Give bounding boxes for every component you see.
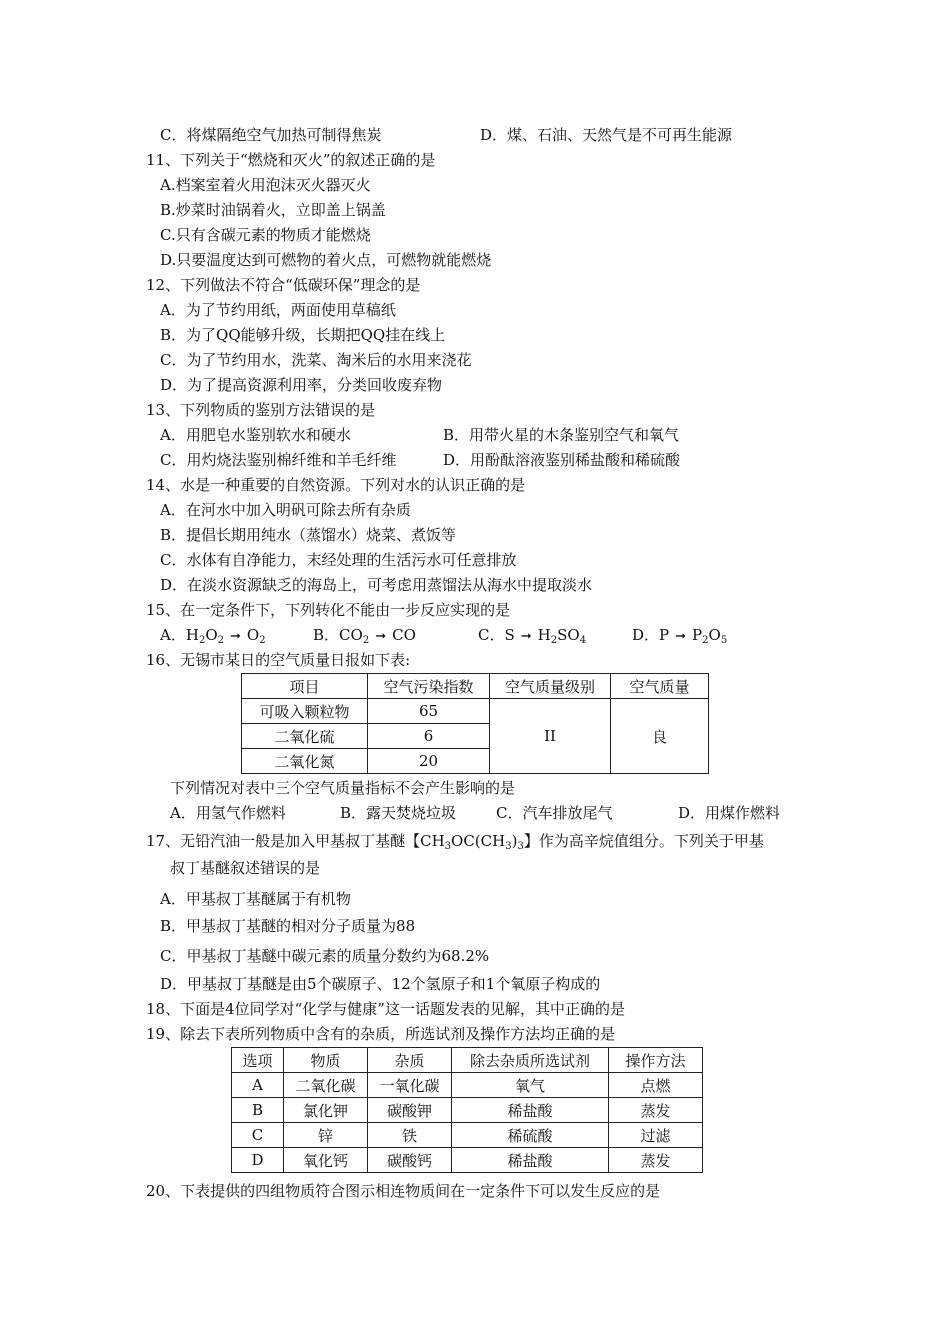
arrow-icon: ➞ [675,629,687,644]
table-cell: D [232,1148,284,1173]
table-cell: 过滤 [609,1123,703,1148]
q13-option-d: D．用酚酞溶液鉴别稀盐酸和稀硫酸 [443,451,681,469]
q16-option-b: B．露天焚烧垃圾 [340,804,457,822]
table-row [232,1148,703,1173]
table-cell: 氧气 [452,1073,609,1098]
table-cell: 稀盐酸 [452,1148,609,1173]
table-header: 操作方法 [609,1048,703,1073]
q13-option-c: C．用灼烧法鉴别棉纤维和羊毛纤维 [160,451,397,469]
q16-stem: 16、无锡市某日的空气质量日报如下表: [146,651,411,669]
table-header-row [242,674,709,699]
arrow-icon: ➞ [230,629,241,644]
q11-option-b: B.炒菜时油锅着火，立即盖上锅盖 [160,201,386,219]
table-cell: 氧化钙 [284,1148,368,1173]
table-cell: 二氧化碳 [284,1073,368,1098]
q14-option-c: C．水体有自净能力，末经处理的生活污水可任意排放 [160,551,517,569]
table-row [232,1123,703,1148]
q17-stem-cont: 叔丁基醚叙述错误的是 [170,859,321,877]
table-cell: 铁 [368,1123,452,1148]
q15-stem: 15、在一定条件下，下列转化不能由一步反应实现的是 [146,601,511,619]
q11-stem: 11、下列关于“燃烧和灭火”的叙述正确的是 [146,151,436,169]
impurity-table [231,1047,703,1173]
q14-option-d: D．在淡水资源缺乏的海岛上，可考虑用蒸馏法从海水中提取淡水 [160,576,593,594]
q13-option-b: B．用带火星的木条鉴别空气和氧气 [443,426,680,444]
table-cell: 蒸发 [609,1148,703,1173]
table-row [232,1098,703,1123]
q15-option-a: A．$H_2O_2$ ➞ $O_2$ [160,626,266,646]
table-row [232,1073,703,1098]
q18-stem: 18、下面是4位同学对“化学与健康”这一话题发表的见解，其中正确的是 [146,1000,625,1018]
table-header-row [232,1048,703,1073]
q11-option-d: D.只要温度达到可燃物的着火点，可燃物就能燃烧 [160,251,492,269]
table-header: 空气质量级别 [490,674,611,699]
table-cell: 一氧化碳 [368,1073,452,1098]
q17-option-d: D．甲基叔丁基醚是由5个碳原子、12个氢原子和1个氧原子构成的 [160,975,601,993]
q20-stem: 20、下表提供的四组物质符合图示相连物质间在一定条件下可以发生反应的是 [146,1182,661,1200]
table-header: 项目 [242,674,368,699]
table-row [242,699,709,724]
q12-stem: 12、下列做法不符合“低碳环保”理念的是 [146,276,421,294]
q14-stem: 14、水是一种重要的自然资源。下列对水的认识正确的是 [146,476,526,494]
table-header: 空气质量 [611,674,709,699]
q17-stem: 17、无铅汽油一般是加入甲基叔丁基醚【$CH_3OC(CH_3)_3$】作为高辛烷值组分。下列关于甲基 [146,832,764,852]
table-cell: 锌 [284,1123,368,1148]
q14-option-b: B．提倡长期用纯水（蒸馏水）烧菜、煮饭等 [160,526,457,544]
q15-option-d: D．P ➞ $P_2O_5$ [632,626,728,646]
table-cell: 可吸入颗粒物 [242,699,368,724]
table-cell: 二氧化硫 [242,724,368,749]
q12-option-d: D．为了提高资源利用率，分类回收废弃物 [160,376,443,394]
q12-option-b: B．为了QQ能够升级，长期把QQ挂在线上 [160,326,446,344]
table-cell: 20 [368,749,490,774]
table-cell: 65 [368,699,490,724]
table-header: 选项 [232,1048,284,1073]
q17-option-a: A．甲基叔丁基醚属于有机物 [160,890,351,908]
table-cell: 蒸发 [609,1098,703,1123]
arrow-icon: ➞ [520,629,532,644]
table-cell: C [232,1123,284,1148]
table-cell: 稀硫酸 [452,1123,609,1148]
q13-stem: 13、下列物质的鉴别方法错误的是 [146,401,376,419]
q17-option-c: C．甲基叔丁基醚中碳元素的质量分数约为68.2% [160,947,490,965]
table-cell: 氯化钾 [284,1098,368,1123]
q19-stem: 19、除去下表所列物质中含有的杂质，所选试剂及操作方法均正确的是 [146,1025,616,1043]
q10-option-d: D．煤、石油、天然气是不可再生能源 [480,126,733,144]
table-cell: A [232,1073,284,1098]
q12-option-a: A．为了节约用纸，两面使用草稿纸 [160,301,396,319]
q13-option-a: A．用肥皂水鉴别软水和硬水 [160,426,351,444]
q14-option-a: A．在河水中加入明矾可除去所有杂质 [160,501,411,519]
table-cell: 6 [368,724,490,749]
q11-option-a: A.档案室着火用泡沫灭火器灭火 [160,176,371,194]
q11-option-c: C.只有含碳元素的物质才能燃烧 [160,226,371,244]
q16-option-d: D．用煤作燃料 [678,804,781,822]
q10-option-c: C．将煤隔绝空气加热可制得焦炭 [160,126,382,144]
q16-followup: 下列情况对表中三个空气质量指标不会产生影响的是 [170,779,516,797]
q17-option-b: B．甲基叔丁基醚的相对分子质量为88 [160,917,416,935]
table-header: 空气污染指数 [368,674,490,699]
air-quality-grade: 良 [611,699,709,774]
table-cell: 二氧化氮 [242,749,368,774]
q15-option-b: B．$CO_2$ ➞ CO [313,626,416,646]
table-header: 除去杂质所选试剂 [452,1048,609,1073]
q15-option-c: C．S ➞ $H_2SO_4$ [478,626,587,646]
table-cell: 碳酸钾 [368,1098,452,1123]
q16-option-c: C．汽车排放尾气 [496,804,613,822]
arrow-icon: ➞ [375,629,387,644]
table-cell: 点燃 [609,1073,703,1098]
table-cell: 稀盐酸 [452,1098,609,1123]
table-header: 杂质 [368,1048,452,1073]
air-quality-table [241,673,709,774]
table-header: 物质 [284,1048,368,1073]
q12-option-c: C．为了节约用水，洗菜、淘米后的水用来浇花 [160,351,472,369]
q16-option-a: A．用氢气作燃料 [170,804,286,822]
table-cell: B [232,1098,284,1123]
air-quality-level: II [490,699,611,774]
table-cell: 碳酸钙 [368,1148,452,1173]
